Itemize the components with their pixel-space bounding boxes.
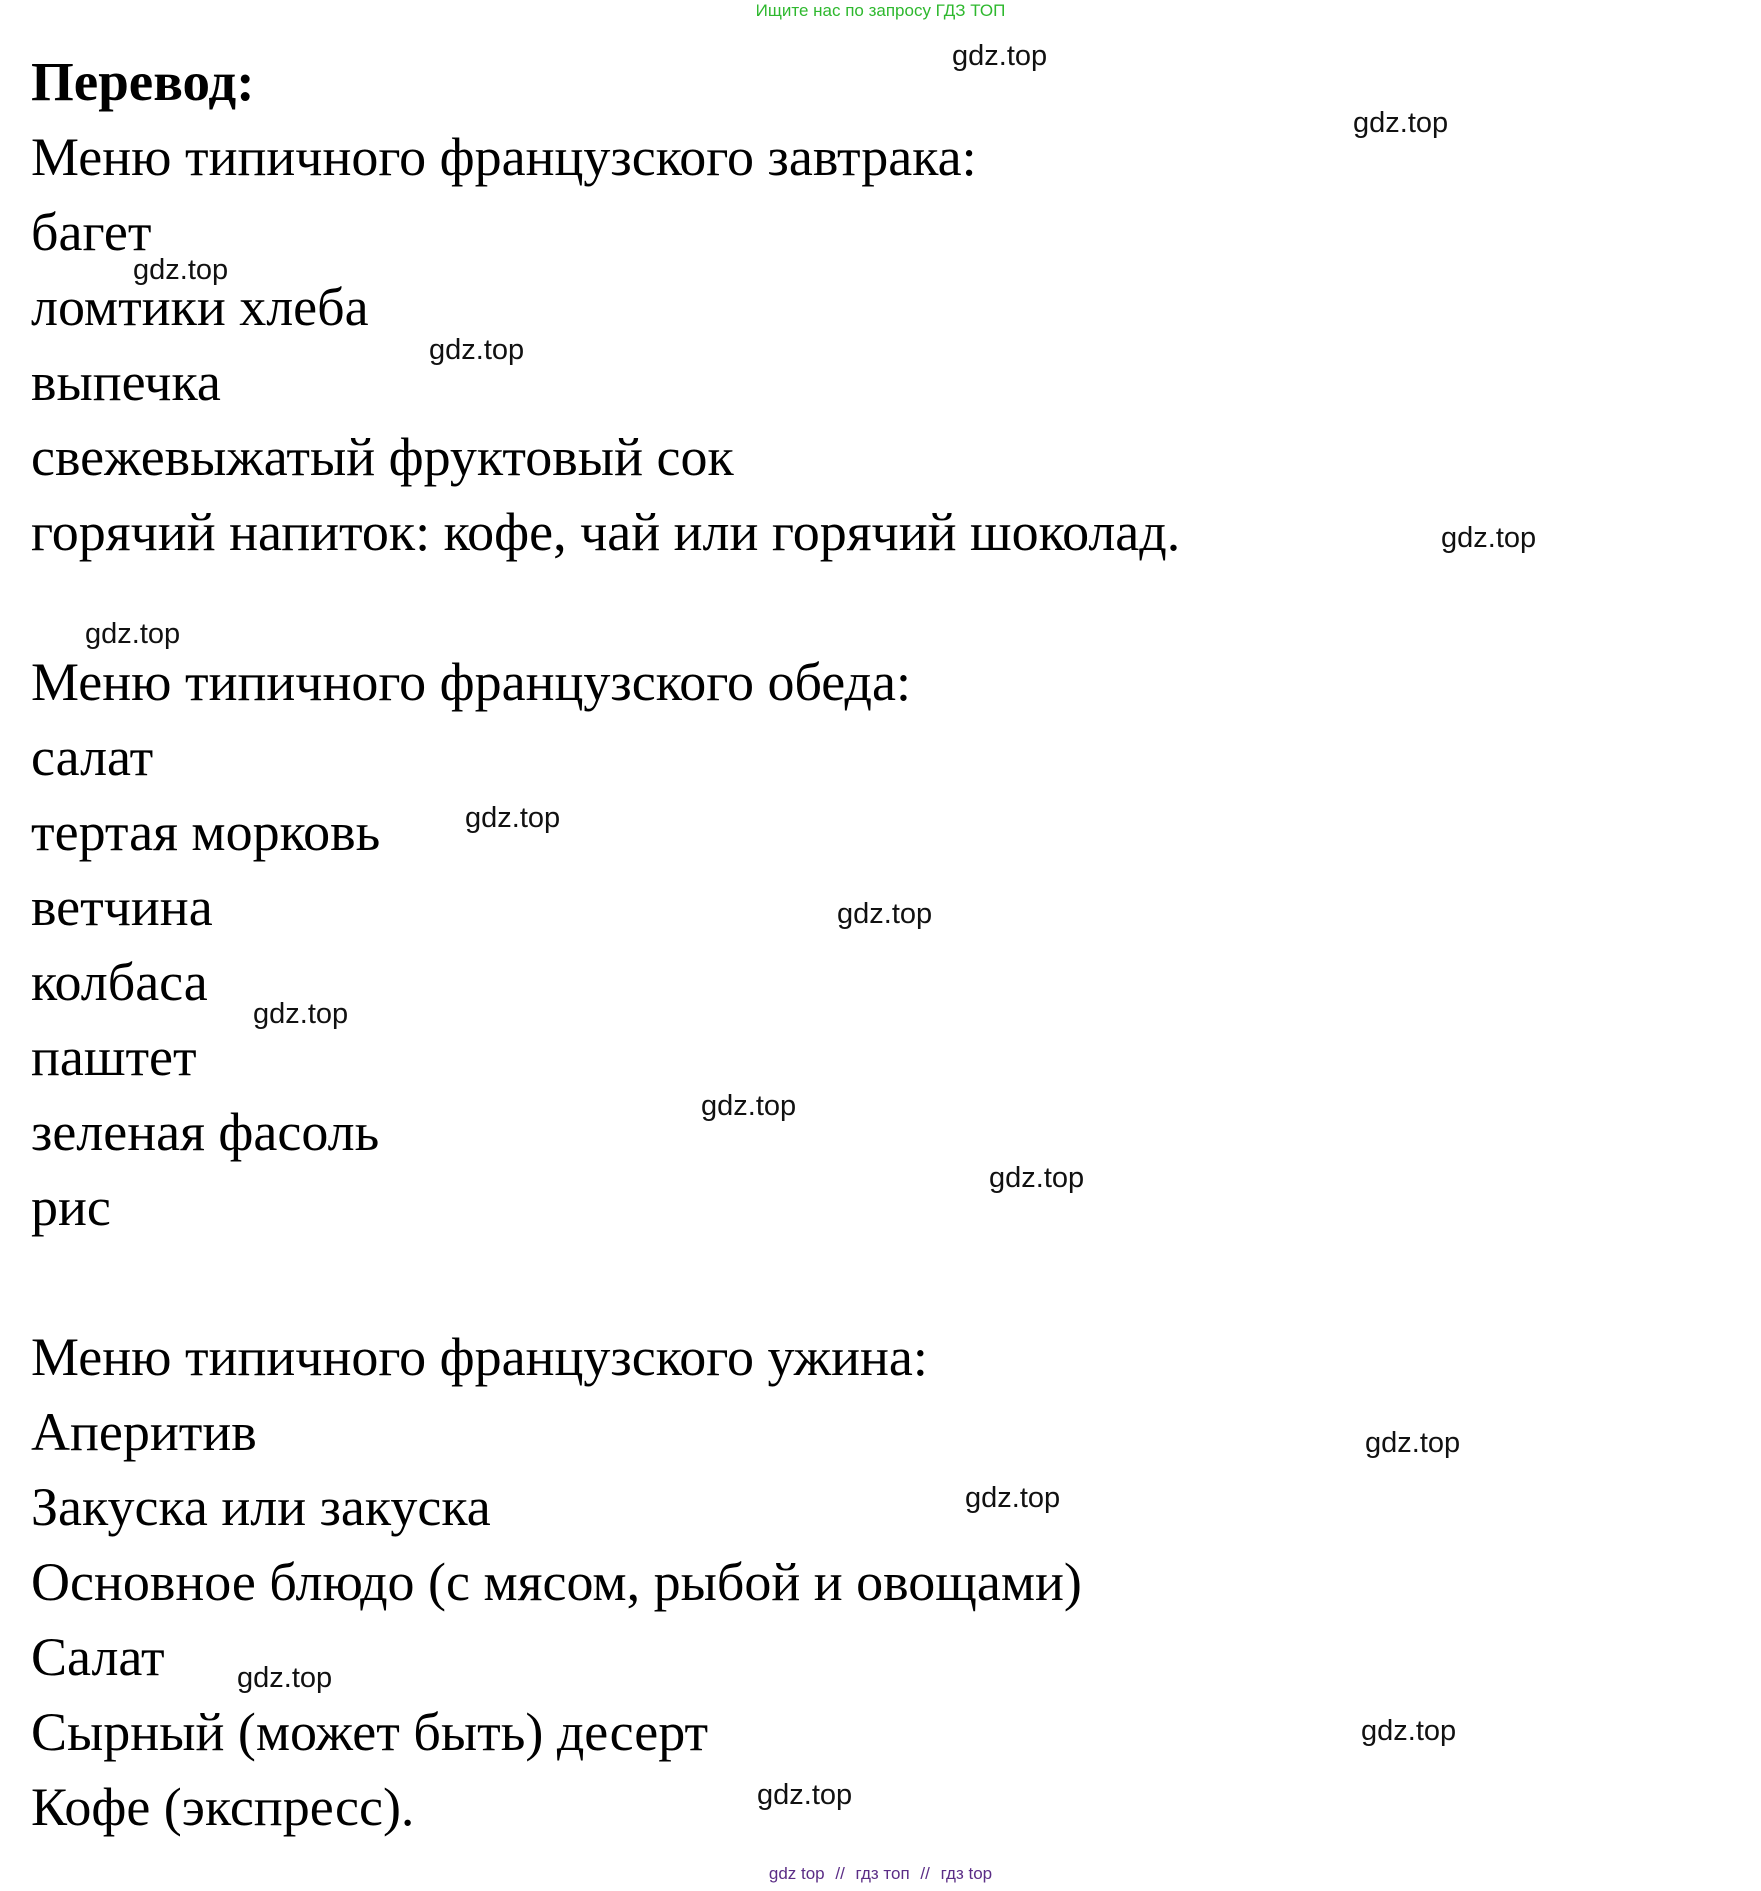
breakfast-heading: Меню типичного французского завтрака: bbox=[31, 127, 977, 187]
watermark: gdz.top bbox=[465, 802, 561, 834]
lunch-item: ветчина bbox=[31, 877, 213, 937]
lunch-item: рис bbox=[31, 1177, 111, 1237]
dinner-item: Салат bbox=[31, 1627, 165, 1687]
watermark: gdz.top bbox=[701, 1090, 797, 1122]
watermark: gdz.top bbox=[965, 1482, 1061, 1514]
dinner-item: Кофе (экспресс). bbox=[31, 1777, 415, 1837]
lunch-item: салат bbox=[31, 727, 154, 787]
breakfast-item: горячий напиток: кофе, чай или горячий шоколад. bbox=[31, 502, 1181, 562]
watermark: gdz.top bbox=[237, 1662, 333, 1694]
dinner-heading: Меню типичного французского ужина: bbox=[31, 1327, 928, 1387]
lunch-item: тертая морковь bbox=[31, 802, 381, 862]
breakfast-item: багет bbox=[31, 202, 152, 262]
footer bbox=[0, 1865, 1761, 1882]
search-hint: Ищите нас по запросу ГДЗ ТОП bbox=[755, 1, 1006, 20]
watermark: gdz.top bbox=[253, 998, 349, 1030]
watermark: gdz.top bbox=[85, 618, 181, 650]
footer-separator: // bbox=[920, 1864, 930, 1883]
lunch-item: паштет bbox=[31, 1027, 197, 1087]
breakfast-item: ломтики хлеба bbox=[31, 277, 369, 337]
watermark: gdz.top bbox=[1361, 1715, 1457, 1747]
footer-link-gdz-top[interactable]: gdz top bbox=[768, 1864, 825, 1883]
lunch-item: зеленая фасоль bbox=[31, 1102, 380, 1162]
watermark: gdz.top bbox=[133, 254, 229, 286]
footer-link-gdz-top-mixed[interactable]: гдз top bbox=[940, 1864, 993, 1883]
watermark: gdz.top bbox=[1365, 1427, 1461, 1459]
lunch-heading: Меню типичного французского обеда: bbox=[31, 652, 911, 712]
watermark: gdz.top bbox=[1441, 522, 1537, 554]
watermark: gdz.top bbox=[1353, 107, 1449, 139]
footer-link-gdz-top-cyrillic[interactable]: гдз топ bbox=[855, 1864, 910, 1883]
breakfast-item: свежевыжатый фруктовый сок bbox=[31, 427, 734, 487]
watermark: gdz.top bbox=[837, 898, 933, 930]
dinner-item: Аперитив bbox=[31, 1402, 257, 1462]
lunch-item: колбаса bbox=[31, 952, 208, 1012]
watermark: gdz.top bbox=[952, 40, 1048, 72]
watermark: gdz.top bbox=[757, 1779, 853, 1811]
dinner-item: Сырный (может быть) десерт bbox=[31, 1702, 709, 1762]
footer-separator: // bbox=[835, 1864, 845, 1883]
dinner-item: Закуска или закуска bbox=[31, 1477, 491, 1537]
watermark: gdz.top bbox=[429, 334, 525, 366]
watermark: gdz.top bbox=[989, 1162, 1085, 1194]
breakfast-item: выпечка bbox=[31, 352, 221, 412]
page-title: Перевод: bbox=[31, 51, 255, 112]
dinner-item: Основное блюдо (с мясом, рыбой и овощами) bbox=[31, 1552, 1082, 1612]
